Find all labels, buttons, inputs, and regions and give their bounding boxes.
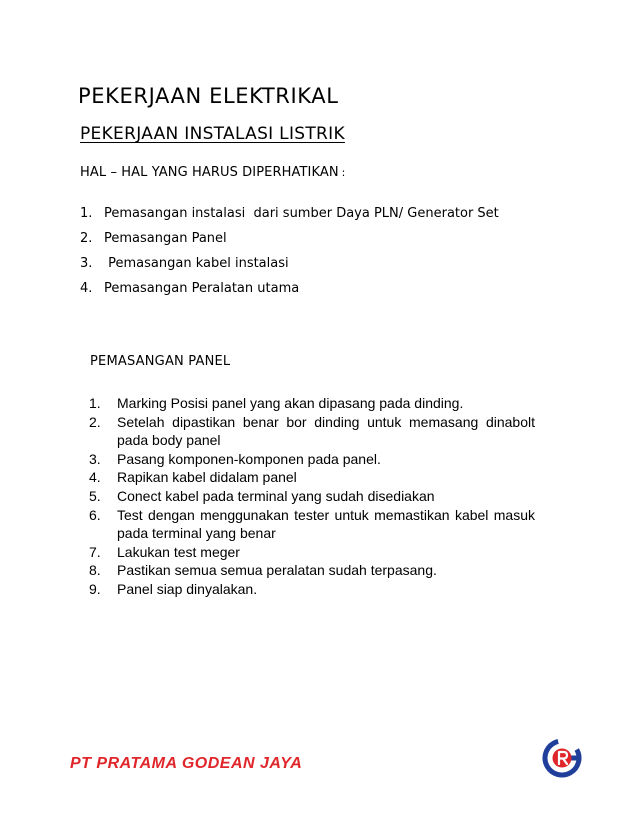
list-item-text: Setelah dipastikan benar bor dinding untuk memasang dinabolt pada body panel — [117, 413, 535, 449]
list-item — [80, 205, 560, 230]
list-item-text: Pemasangan instalasi dari sumber Daya PLN/ Generator Set — [104, 206, 499, 221]
list-item-number: 4. — [89, 469, 101, 486]
list-item — [89, 561, 535, 580]
list-item — [89, 394, 535, 413]
list-item-number: 5. — [89, 487, 101, 504]
list-item-number: 3. — [89, 450, 101, 467]
list-item — [80, 230, 560, 255]
section-subtitle: PEKERJAAN INSTALASI LISTRIK — [80, 124, 345, 144]
list-item-number: 4. — [80, 281, 93, 296]
list-item — [89, 487, 535, 506]
list-item-number: 9. — [89, 580, 101, 597]
list-item — [89, 580, 535, 599]
list-item-text: Pasang komponen-komponen pada panel. — [117, 450, 381, 467]
list-item-number: 8. — [89, 562, 101, 579]
panel-section-heading: PEMASANGAN PANEL — [90, 354, 231, 369]
list-item-text: Conect kabel pada terminal yang sudah disediakan — [117, 487, 435, 504]
page-title: PEKERJAAN ELEKTRIKAL — [78, 84, 339, 108]
list-item — [89, 413, 535, 450]
panel-steps-list — [89, 394, 535, 599]
list-item-text: Pemasangan Peralatan utama — [104, 281, 300, 296]
list-item-text: Pemasangan kabel instalasi — [104, 256, 289, 271]
list-item-number: 7. — [89, 543, 101, 560]
list-item-text: Panel siap dinyalakan. — [117, 580, 258, 597]
list-item — [80, 280, 560, 305]
list-item-number: 3. — [80, 256, 93, 271]
considerations-heading-text: HAL – HAL YANG HARUS DIPERHATIKAN — [80, 165, 339, 180]
list-item-number: 6. — [89, 506, 101, 523]
list-item — [89, 543, 535, 562]
list-item-text: Rapikan kabel didalam panel — [117, 469, 297, 486]
list-item — [89, 506, 535, 543]
main-work-list — [80, 205, 560, 305]
list-item-number: 1. — [89, 395, 101, 411]
list-item — [89, 450, 535, 469]
company-name: PT PRATAMA GODEAN JAYA — [70, 755, 303, 772]
list-item-text: Pemasangan Panel — [104, 231, 227, 246]
list-item-number: 2. — [80, 231, 93, 246]
list-item — [80, 255, 560, 280]
list-item-number: 1. — [80, 206, 93, 221]
considerations-heading — [80, 165, 345, 180]
list-item-text: Pastikan semua semua peralatan sudah terpasang. — [117, 562, 437, 579]
pg-logo-icon — [541, 737, 583, 779]
list-item-text: Marking Posisi panel yang akan dipasang pada dinding. — [117, 395, 464, 411]
list-item-text: Test dengan menggunakan tester untuk memastikan kabel masuk pada terminal yang benar — [117, 506, 535, 542]
list-item — [89, 468, 535, 487]
list-item-number: 2. — [89, 413, 101, 430]
list-item-text: Lakukan test meger — [117, 543, 240, 560]
considerations-colon: : — [341, 166, 346, 179]
